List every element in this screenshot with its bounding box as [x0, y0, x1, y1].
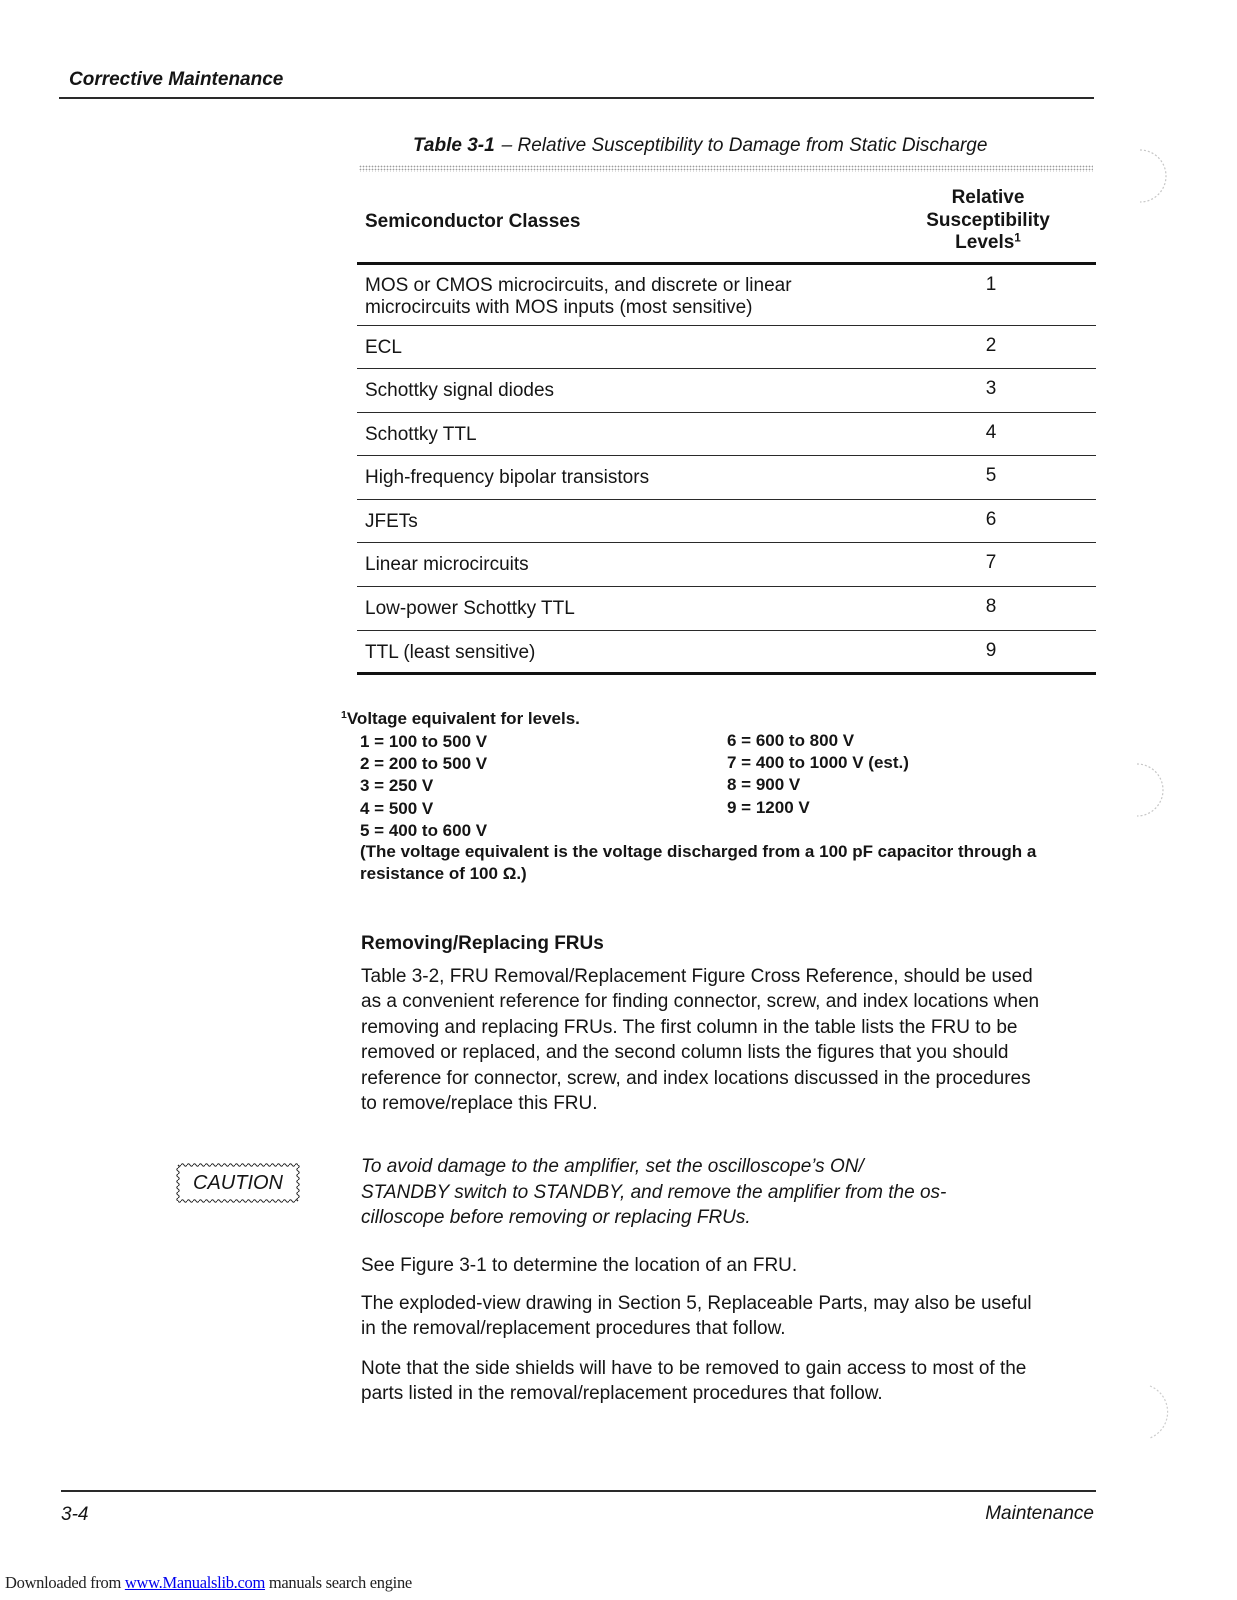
punch-hole-shadow	[1122, 146, 1182, 206]
paragraph-line: Table 3-2, FRU Removal/Replacement Figure Cross Reference, should be used	[361, 966, 1033, 987]
figure-reference-paragraph: See Figure 3-1 to determine the location of an FRU.	[361, 1255, 798, 1276]
semiconductor-class-cell: TTL (least sensitive)	[365, 641, 536, 663]
voltage-level-item: 3 = 250 V	[360, 776, 434, 796]
caption-shaded-rule	[359, 165, 1093, 172]
paragraph-line: removed or replaced, and the second column lists the figures that you should	[361, 1042, 1009, 1064]
table-row	[357, 500, 1096, 544]
download-prefix: Downloaded from	[5, 1573, 122, 1592]
voltage-level-item: 8 = 900 V	[727, 775, 801, 795]
footnote-note-line: (The voltage equivalent is the voltage discharged from a 100 pF capacitor through a	[360, 842, 1037, 861]
voltage-level-item: 9 = 1200 V	[727, 797, 810, 817]
semiconductor-class-text: microcircuits with MOS inputs (most sensitive)	[365, 297, 753, 318]
caution-line: To avoid damage to the amplifier, set the oscilloscope’s ON/	[361, 1156, 864, 1177]
caution-text	[361, 1154, 946, 1231]
table-row	[357, 631, 1096, 676]
semiconductor-class-cell: Linear microcircuits	[365, 554, 529, 576]
manualslib-link[interactable]: www.Manualslib.com	[124, 1573, 266, 1592]
exploded-view-paragraph	[361, 1291, 1032, 1342]
susceptibility-level: 7	[985, 552, 997, 574]
table-number: Table 3-1	[413, 135, 495, 156]
caution-badge	[175, 1162, 301, 1204]
caution-label: CAUTION	[193, 1172, 283, 1194]
paragraph-line: in the removal/replacement procedures that follow.	[361, 1318, 786, 1340]
download-suffix: manuals search engine	[268, 1573, 412, 1592]
column-header-semiconductor-classes: Semiconductor Classes	[365, 211, 581, 232]
footnote-title-text: Voltage equivalent for levels.	[346, 709, 580, 728]
paragraph-line: reference for connector, screw, and index locations discussed in the procedures	[361, 1067, 1031, 1089]
susceptibility-level: 8	[985, 596, 997, 618]
table-row	[357, 543, 1096, 587]
semiconductor-class-cell: ECL	[365, 336, 402, 358]
column-header-susceptibility-levels	[908, 187, 1068, 255]
paragraph-line: to remove/replace this FRU.	[361, 1093, 598, 1115]
footnote-title	[341, 708, 580, 730]
punch-hole-shadow	[1138, 1382, 1198, 1442]
footnote-mark: 1	[341, 709, 347, 722]
susceptibility-level: 1	[985, 274, 997, 295]
paragraph-line: Note that the side shields will have to be removed to gain access to most of the	[361, 1358, 1027, 1379]
semiconductor-class-text: MOS or CMOS microcircuits, and discrete or linear	[365, 275, 792, 296]
column-header-line	[908, 232, 1068, 255]
table-title: – Relative Susceptibility to Damage from Static Discharge	[501, 135, 988, 156]
punch-hole-shadow	[1119, 760, 1179, 820]
susceptibility-level: 5	[985, 465, 997, 487]
susceptibility-level: 6	[985, 508, 997, 530]
susceptibility-table	[357, 265, 1096, 675]
download-banner	[5, 1573, 412, 1593]
semiconductor-class-cell: Schottky TTL	[365, 423, 477, 445]
voltage-level-item: 1 = 100 to 500 V	[360, 732, 488, 751]
table-row	[357, 369, 1096, 413]
caution-line: STANDBY switch to STANDBY, and remove the amplifier from the os-	[361, 1181, 947, 1203]
voltage-level-item: 7 = 400 to 1000 V (est.)	[727, 753, 909, 773]
voltage-level-item: 6 = 600 to 800 V	[727, 731, 855, 750]
footnote-reference: 1	[1014, 231, 1021, 245]
column-header-line: Susceptibility	[926, 209, 1050, 231]
voltage-levels-left-column	[360, 731, 487, 842]
voltage-levels-right-column	[727, 730, 909, 819]
semiconductor-class-cell: Schottky signal diodes	[365, 380, 555, 402]
footer-rule	[61, 1490, 1096, 1492]
column-header-line: Relative	[951, 187, 1025, 208]
table-row	[357, 587, 1096, 631]
voltage-level-item: 5 = 400 to 600 V	[360, 820, 488, 840]
column-header-line-text: Levels	[955, 232, 1015, 253]
side-shields-paragraph	[361, 1356, 1026, 1407]
susceptibility-level: 4	[985, 421, 997, 443]
intro-paragraph	[361, 964, 1039, 1116]
table-caption	[413, 135, 987, 157]
paragraph-line: The exploded-view drawing in Section 5, Replaceable Parts, may also be useful	[361, 1293, 1032, 1314]
table-row	[357, 265, 1096, 326]
footer-chapter-title: Maintenance	[985, 1503, 1094, 1524]
table-row	[357, 456, 1096, 500]
page-number: 3-4	[61, 1504, 89, 1525]
table-row	[357, 326, 1096, 370]
voltage-level-item: 2 = 200 to 500 V	[360, 754, 488, 774]
section-heading: Removing/Replacing FRUs	[361, 933, 604, 954]
table-row	[357, 413, 1096, 457]
susceptibility-level: 9	[985, 639, 997, 661]
semiconductor-class-cell: High-frequency bipolar transistors	[365, 467, 650, 489]
susceptibility-level: 2	[985, 334, 997, 356]
paragraph-line: parts listed in the removal/replacement procedures that follow.	[361, 1383, 883, 1405]
paragraph-line: as a convenient reference for finding connector, screw, and index locations when	[361, 991, 1040, 1013]
footnote-note	[360, 841, 1036, 885]
paragraph-line: removing and replacing FRUs. The first column in the table lists the FRU to be	[361, 1016, 1018, 1038]
susceptibility-level: 3	[985, 378, 997, 400]
header-rule	[59, 97, 1094, 99]
semiconductor-class-cell: JFETs	[365, 510, 418, 532]
semiconductor-class-cell: Low-power Schottky TTL	[365, 598, 575, 620]
running-header: Corrective Maintenance	[69, 69, 284, 90]
footnote-note-line: resistance of 100 Ω.)	[360, 864, 527, 883]
voltage-level-item: 4 = 500 V	[360, 798, 434, 818]
caution-line: cilloscope before removing or replacing FRUs.	[361, 1207, 751, 1228]
